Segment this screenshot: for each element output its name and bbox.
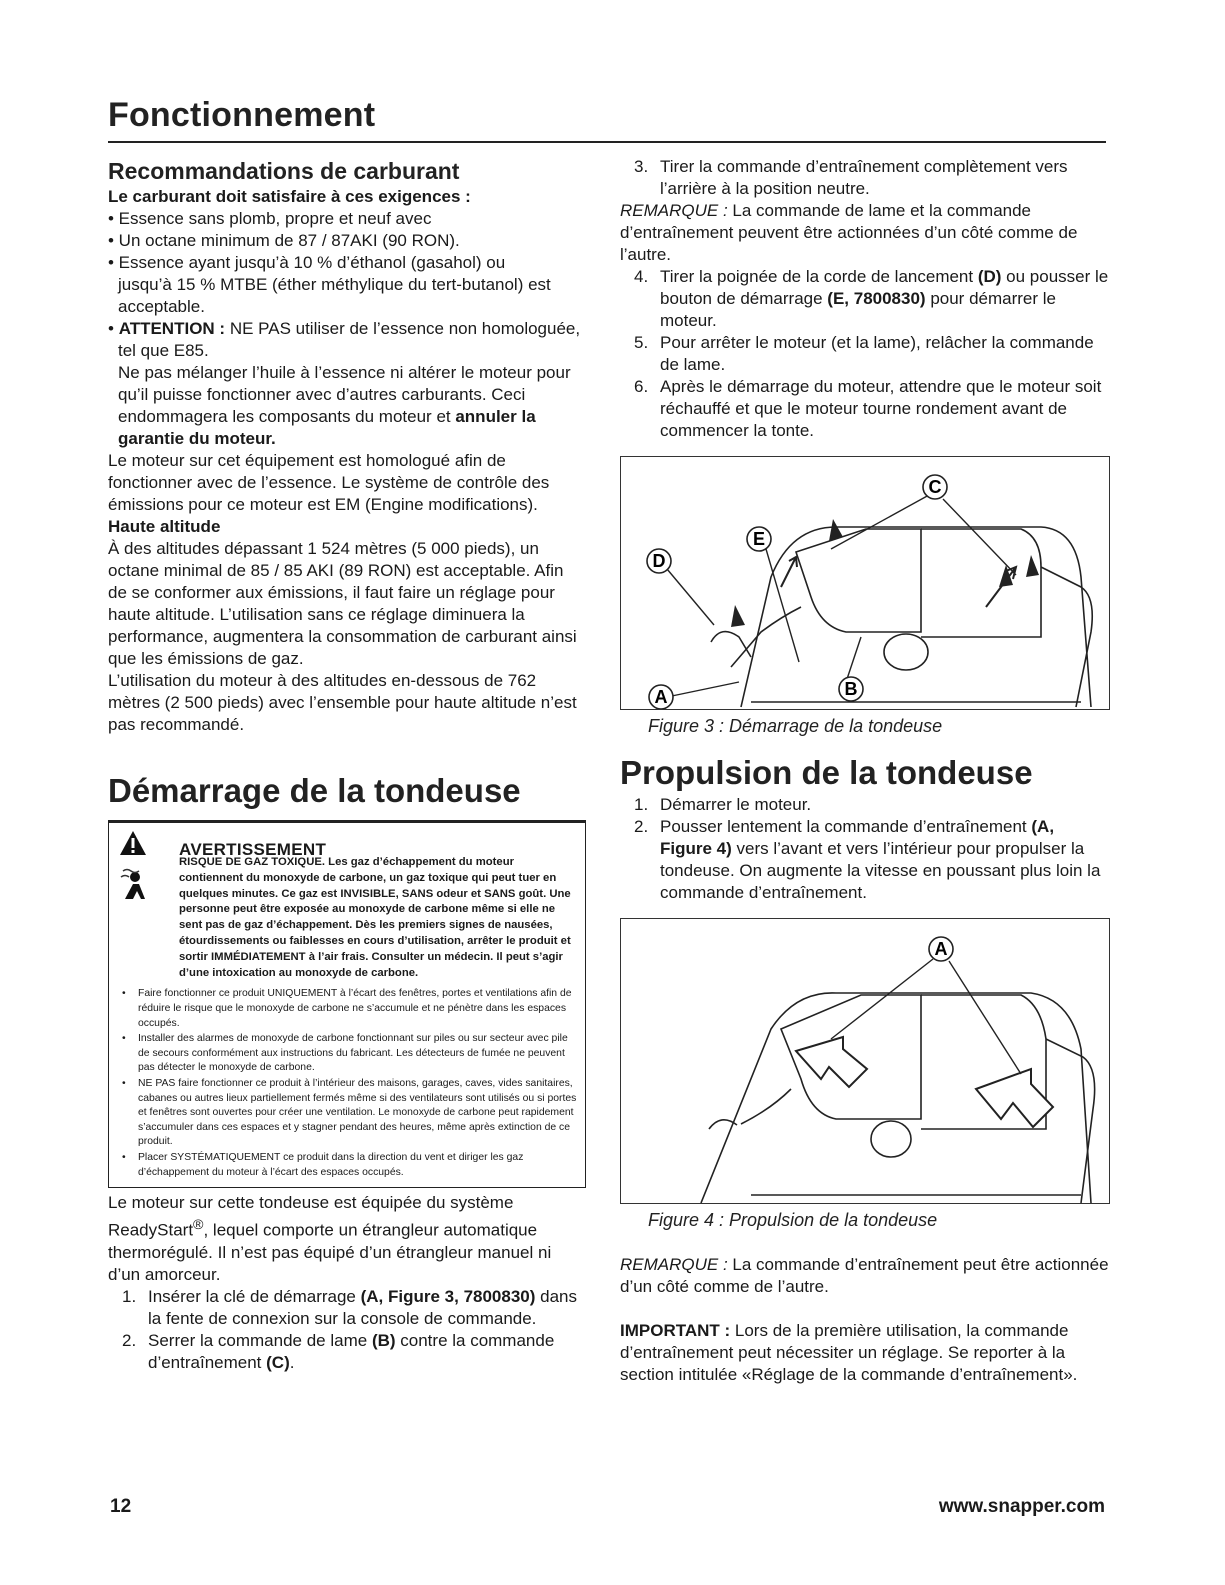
figure-3-label: E — [752, 529, 766, 549]
readystart-text — [108, 1192, 586, 1286]
remark-2 — [620, 1254, 1110, 1298]
left-column — [108, 156, 586, 1374]
step-text: Serrer la commande de lame — [148, 1330, 372, 1350]
right-column — [620, 156, 1110, 1386]
attention-text: NE PAS utiliser de l’essence non homologuée, tel que E85. — [118, 319, 581, 360]
remark-1 — [620, 200, 1110, 266]
page-title: Fonctionnement — [108, 96, 376, 134]
fuel-requirements: Le carburant doit satisfaire à ces exigences : — [108, 187, 471, 206]
step-number: 1. — [634, 795, 649, 814]
step-ref: (D) — [977, 267, 1002, 286]
step-number: 1. — [122, 1286, 137, 1306]
step-text: contre la commande d’entraînement — [148, 1330, 555, 1372]
footer-url: www.snapper.com — [938, 1496, 1105, 1517]
step-text: vers l’avant et vers l’intérieur pour propulser la tondeuse. On augmente la vitesse en poussant plus loin la commande d’entraînement. — [660, 839, 1101, 902]
step-text: ou pousser le bouton de démarrage — [660, 267, 1109, 308]
toxic-gas-person-icon — [121, 870, 145, 900]
step-text: Pour arrêter le moteur (et la lame), relâcher la commande de lame. — [660, 333, 1094, 374]
figure-3-label: D — [652, 551, 666, 571]
mower-start-controls-illustration — [621, 457, 1110, 709]
figure-3-caption: Figure 3 : Démarrage de la tondeuse — [648, 716, 943, 736]
start-step-4 — [620, 266, 1110, 332]
remark-label: REMARQUE : — [620, 201, 728, 220]
page-number: 12 — [110, 1496, 132, 1517]
step-text: pour démarrer le moteur. — [660, 289, 1056, 330]
warning-bold: RISQUE DE GAZ TOXIQUE. Les gaz d’échappement du moteur contiennent du monoxyde de carbone, un gaz toxique qui peut tuer en quelques minutes. Ce gaz est INVISIBLE, SANS odeur et SANS goût. Une personne peut être exposée au monoxyde de carbone même si elle ne sent pas de gaz d’échappement. Dès les premiers signes de nausées, étourdissements ou faiblesses en cours d’utilisation, arrêter le produit et sortir IMMÉDIATEMENT à l’air frais. Consulter un médecin. Il peut s’agir d’une intoxication au monoxyde de carbone. — [179, 856, 571, 979]
start-step-6 — [620, 376, 1110, 442]
registered-mark: ® — [193, 1217, 204, 1234]
attention-label: ATTENTION : — [118, 319, 226, 338]
engine-cert: Le moteur sur cet équipement est homologué afin de fonctionner avec de l’essence. Le système de contrôle des émissions pour ce moteur est EM (Engine modifications). — [108, 451, 550, 514]
remark-text: La commande d’entraînement peut être actionnée d’un côté comme de l’autre. — [620, 1255, 1109, 1296]
alert-triangle-icon — [119, 829, 175, 919]
start-step-1 — [108, 1286, 586, 1330]
warning-item: • Faire fonctionner ce produit UNIQUEMENT à l’écart des fenêtres, portes et ventilations afin de réduire le risque que le monoxyde de carbone ne s’accumule et ne pénètre dans les espaces occupés. — [119, 987, 577, 1031]
fuel-bullet-3-cont: jusqu’à 15 % MTBE (éther méthylique du tert-butanol) est acceptable. — [118, 275, 551, 316]
figure-3-illustration — [620, 456, 1110, 710]
readystart-b: , lequel comporte un étrangleur automatique thermorégulé. Il n’est pas équipé d’un étrangleur manuel ni d’un amorceur. — [108, 1220, 552, 1284]
warranty-void-text: annuler la garantie du moteur. — [118, 407, 536, 448]
step-text: Tirer la poignée de la corde de lancement — [660, 267, 978, 286]
propulsion-step-2 — [620, 816, 1110, 904]
step-number: 5. — [634, 333, 649, 352]
figure-3-label: A — [654, 687, 668, 707]
step-text: Insérer la clé de démarrage — [148, 1286, 361, 1306]
altitude-text: À des altitudes dépassant 1 524 mètres (5 000 pieds), un octane minimal de 85 / 85 AKI (89 RON) est acceptable. Afin de se conformer aux émissions, il faut faire un réglage pour haute altitude. L’utilisation sans ce réglage diminuera la performance, augmentera la consommation de carburant ainsi que les émissions de gaz. — [108, 539, 577, 668]
fuel-bullet-1: • Essence sans plomb, propre et neuf avec — [108, 209, 432, 228]
step-number: 3. — [634, 157, 649, 176]
step-number: 6. — [634, 377, 649, 396]
altitude-heading: Haute altitude — [108, 517, 221, 536]
start-heading: Démarrage de la tondeuse — [108, 772, 521, 809]
step-ref: (C) — [266, 1352, 290, 1372]
figure-3-label: C — [928, 477, 942, 497]
warning-icons — [119, 829, 179, 919]
start-step-5 — [620, 332, 1110, 376]
start-step-2 — [108, 1330, 586, 1374]
fuel-heading: Recommandations de carburant — [108, 158, 460, 184]
step-number: 2. — [122, 1330, 137, 1350]
remark-label: REMARQUE : — [620, 1255, 728, 1274]
altitude-low: L’utilisation du moteur à des altitudes en-dessous de 762 mètres (2 500 pieds) avec l’ensemble pour haute altitude n’est pas recommandé. — [108, 671, 577, 734]
propulsion-step-1 — [620, 794, 1110, 816]
step-ref: (B) — [371, 1330, 396, 1350]
step-ref: (A, Figure 3, 7800830) — [360, 1286, 536, 1306]
figure-4-illustration — [620, 918, 1110, 1204]
step-ref: (E, 7800830) — [827, 289, 926, 308]
step-text: Démarrer le moteur. — [660, 795, 812, 814]
warning-box — [108, 820, 586, 1188]
figure-4-label: A — [934, 939, 948, 959]
propulsion-heading: Propulsion de la tondeuse — [620, 754, 1033, 791]
step-text: dans la fente de connexion sur la console de commande. — [148, 1286, 578, 1328]
warning-title: AVERTISSEMENT — [179, 840, 327, 859]
warning-item: • Placer SYSTÉMATIQUEMENT ce produit dans la direction du vent et diriger les gaz d’échappement du moteur à l’écart des espaces occupés. — [119, 1151, 577, 1180]
step-text: Après le démarrage du moteur, attendre que le moteur soit réchauffé et que le moteur tourne rondement avant de commencer la tonte. — [660, 377, 1102, 440]
attention-item: • ATTENTION : NE PAS utiliser de l’essence non homologuée, tel que E85. — [108, 319, 581, 360]
readystart-a: Le moteur sur cette tondeuse est équipée du système ReadyStart — [108, 1193, 514, 1240]
step-number: 2. — [634, 817, 649, 836]
warning-item: • Installer des alarmes de monoxyde de carbone fonctionnant sur piles ou sur secteur avec pile de secours conformément aux instructions du fabricant. Les détecteurs de fumée ne peuvent pas détecter le monoxyde de carbone. — [119, 1032, 577, 1076]
important-text: Lors de la première utilisation, la commande d’entraînement peut nécessiter un réglage. Se reporter à la section intitulée «Réglage de la commande d’entraînement». — [620, 1321, 1078, 1384]
remark-text: La commande de lame et la commande d’entraînement peuvent être actionnées d’un côté comme de l’autre. — [620, 201, 1078, 264]
attention-more-text: Ne pas mélanger l’huile à l’essence ni altérer le moteur pour qu’il puisse fonctionner avec d’autres carburants. Ceci endommagera les composants du moteur et — [118, 363, 571, 426]
figure-3-label: B — [844, 679, 858, 699]
attention-more — [108, 362, 586, 450]
fuel-bullet-2: • Un octane minimum de 87 / 87AKI (90 RON). — [108, 231, 460, 250]
step-number: 4. — [634, 267, 649, 286]
start-step-3 — [620, 156, 1110, 200]
step-text: . — [289, 1352, 295, 1372]
figure-4-caption: Figure 4 : Propulsion de la tondeuse — [648, 1210, 938, 1230]
fuel-bullet-3: • Essence ayant jusqu’à 10 % d’éthanol (gasahol) ou — [108, 253, 506, 272]
title-rule — [108, 141, 1106, 143]
step-ref: (A, Figure 4) — [660, 817, 1055, 858]
important-note — [620, 1320, 1110, 1386]
mower-propulsion-illustration — [621, 919, 1110, 1203]
important-label: IMPORTANT : — [620, 1321, 731, 1340]
warning-item: • NE PAS faire fonctionner ce produit à l’intérieur des maisons, garages, caves, vides sanitaires, cabanes ou autres lieux partiellement fermés même si des ventilateurs sont utilisés ou si portes et fenêtres sont ouvertes pour créer une ventilation. Le monoxyde de carbone peut rapidement s’accumuler dans ces espaces et y stagner pendant des heures, même après extinction de ce produit. — [119, 1077, 577, 1150]
step-text: Tirer la commande d’entraînement complètement vers l’arrière à la position neutre. — [660, 157, 1068, 198]
warning-list — [119, 987, 577, 1180]
step-text: Pousser lentement la commande d’entraînement — [660, 817, 1032, 836]
